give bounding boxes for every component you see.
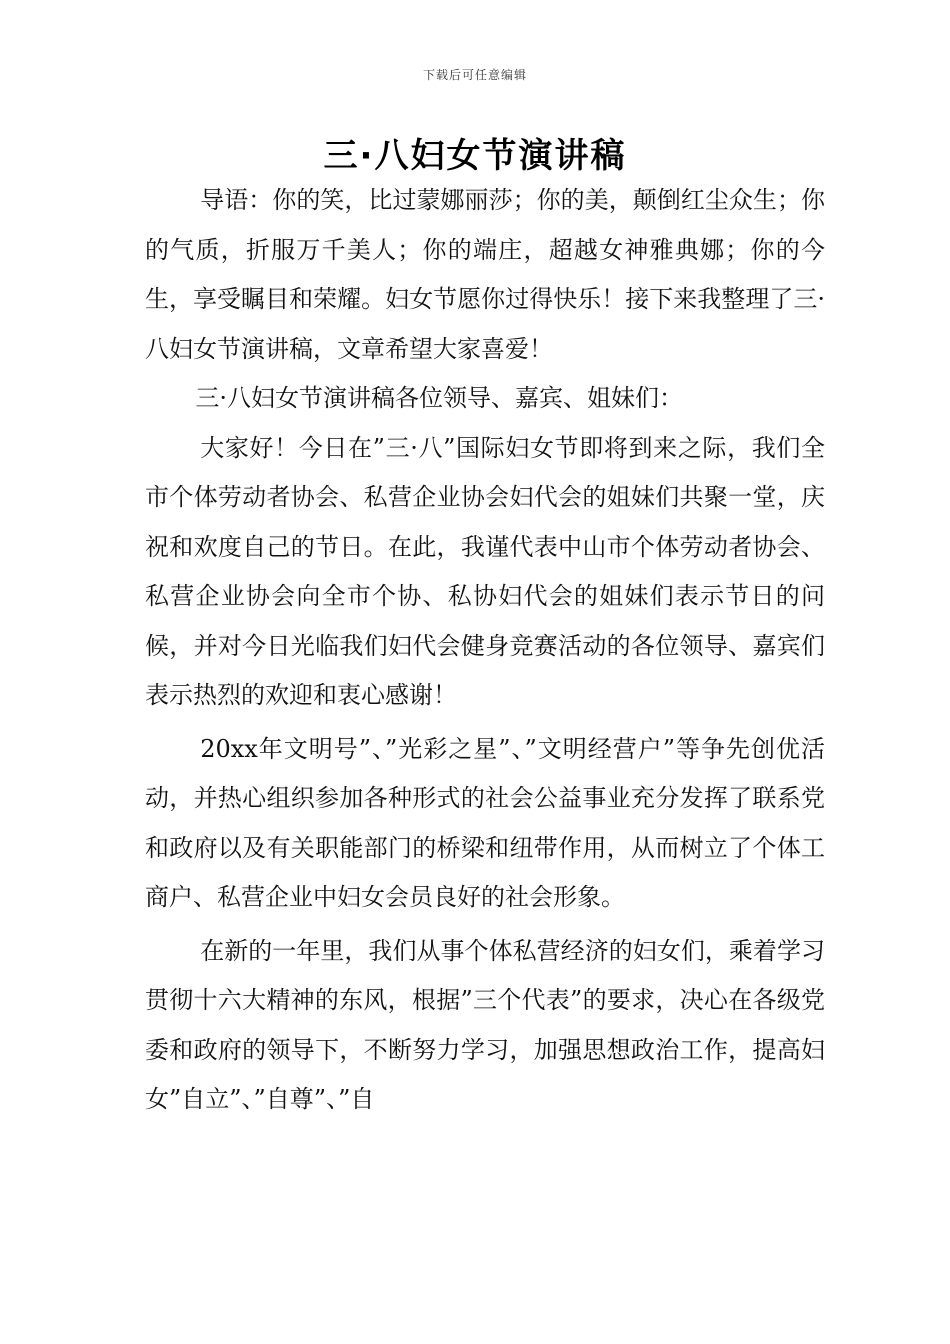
page-header-note: 下载后可任意编辑: [422, 68, 527, 82]
paragraph-intro: 导语：你的笑，比过蒙娜丽莎；你的美，颠倒红尘众生；你的气质，折服万千美人；你的端庄，超越女神雅典娜；你的今生，享受瞩目和荣耀。妇女节愿你过得快乐！接下来我整理了三·八妇女节演讲稿，文章希望大家喜爱！: [145, 186, 825, 363]
paragraph-greeting: 大家好！今日在”三·八”国际妇女节即将到来之际，我们全市个体劳动者协会、私营企业协会妇代会的姐妹们共聚一堂，庆祝和欢度自己的节日。在此，我谨代表中山市个体劳动者协会、私营企业协会向全市个协、私协妇代会的姐妹们表示节日的问候，并对今日光临我们妇代会健身竞赛活动的各位领导、嘉宾们表示热烈的欢迎和衷心感谢！: [145, 433, 825, 709]
document-body: [145, 176, 825, 1125]
paragraph-new-year: 在新的一年里，我们从事个体私营经济的妇女们，乘着学习贯彻十六大精神的东风，根据”三个代表”的要求，决心在各级党委和政府的领导下，不断努力学习，加强思想政治工作，提高妇女”自立”、”自尊”、”自: [145, 936, 825, 1113]
paragraph-salutation: 三·八妇女节演讲稿各位领导、嘉宾、姐妹们：: [195, 384, 684, 412]
paragraph-achievements: 20xx年文明号”、”光彩之星”、”文明经营户”等争先创优活动，并热心组织参加各种形式的社会公益事业充分发挥了联系党和政府以及有关职能部门的桥梁和纽带作用，从而树立了个体工商户、私营企业中妇女会员良好的社会形象。: [145, 734, 825, 911]
document-title: 三·八妇女节演讲稿: [323, 136, 627, 176]
